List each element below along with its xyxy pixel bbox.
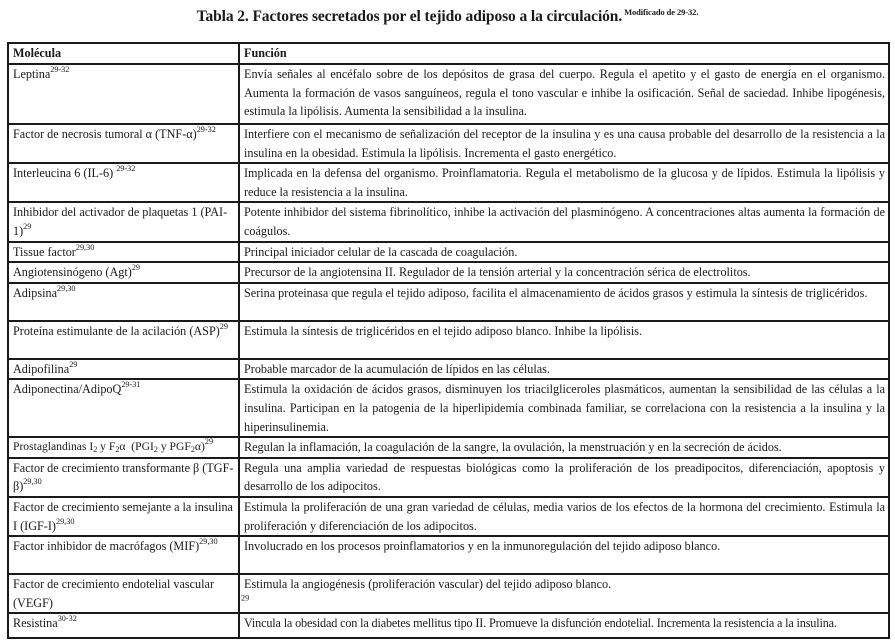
function-cell: Implicada en la defensa del organismo. Proinflamatoria. Regula el metabolismo de la glucosa y de lípidos. Estimula la lipólisis y reduce la resistencia a la insulina. <box>239 163 889 202</box>
function-cell: Interfiere con el mecanismo de señalización del receptor de la insulina y es una causa probable del desarrollo de la resistencia a la insulina en la obesidad. Estimula la lipólisis. Incrementa el gasto energético. <box>239 124 889 163</box>
molecule-cell <box>8 242 239 263</box>
function-cell: Serina proteinasa que regula el tejido adiposo, facilita el almacenamiento de ácidos grasos y estimula la síntesis de triglicéridos. <box>239 283 889 321</box>
molecule-name: Factor de crecimiento endotelial vascular (VEGF) <box>13 577 215 610</box>
reference: 29-32 <box>196 125 216 134</box>
molecule-cell <box>8 458 239 497</box>
molecule-name: Angiotensinógeno (Agt) <box>13 265 132 280</box>
molecule-name: Adiponectina/AdipoQ <box>13 382 122 397</box>
function-cell: Estimula la angiogénesis (proliferación vascular) del tejido adiposo blanco. <box>239 574 889 613</box>
table-row <box>8 379 889 437</box>
molecule-cell <box>8 283 239 321</box>
function-cell: Estimula la síntesis de triglicéridos en el tejido adiposo blanco. Inhibe la lipólisis. <box>239 321 889 359</box>
molecule-name: Inhibidor del activador de plaquetas 1 (PAI-1) <box>13 205 228 238</box>
function-cell: Regulan la inflamación, la coagulación de la sangre, la ovulación, la menstruación y en la secreción de ácidos. <box>239 437 889 458</box>
molecule-cell <box>8 574 250 613</box>
molecule-cell <box>8 437 239 458</box>
table-row <box>8 283 889 321</box>
table-header-row <box>8 43 889 64</box>
molecule-cell <box>8 613 239 638</box>
table-row <box>8 124 889 163</box>
reference: 29 <box>131 263 140 273</box>
table-row <box>8 613 889 638</box>
molecule-name: Interleucina 6 (IL-6) <box>13 166 117 181</box>
molecule-name: Tissue factor <box>13 244 76 259</box>
header-function: Función <box>239 43 889 64</box>
molecule-cell <box>8 124 239 163</box>
table-row <box>8 359 889 380</box>
molecule-name: Factor de necrosis tumoral α (TNF-α) <box>13 127 197 141</box>
molecule-cell <box>8 163 239 202</box>
molecule-name: Prostaglandinas $I_2$ y $F_2\alpha$ ($PGI_2$ y $PGF_2\alpha$) <box>13 440 205 455</box>
molecule-name: Resistina <box>13 616 58 631</box>
molecule-cell <box>8 64 239 124</box>
table-row <box>8 64 889 124</box>
table-row <box>8 536 889 574</box>
reference: 29,30 <box>57 283 76 293</box>
molecule-name: Factor inhibidor de macrófagos (MIF) <box>13 539 200 554</box>
molecule-cell <box>8 202 239 241</box>
reference: 29,30 <box>75 242 95 252</box>
reference: 30-32 <box>57 614 77 624</box>
reference: 29 <box>241 593 250 603</box>
reference: 29,30 <box>23 477 42 487</box>
molecule-cell <box>8 497 239 536</box>
function-cell: Precursor de la angiotensina II. Regulador de la tensión arterial y la concentración sérica de electrolitos. <box>239 262 889 283</box>
reference: 29-32 <box>50 65 70 74</box>
table-row <box>8 202 889 241</box>
molecule-cell <box>8 379 239 437</box>
molecule-name: Proteína estimulante de la acilación (ASP) <box>13 323 220 338</box>
reference: 29 <box>219 321 228 331</box>
function-cell: Estimula la proliferación de una gran variedad de células, media varios de los efectos de la hormona del crecimiento. Estimula la proliferación y diferenciación de los adipocitos. <box>239 497 889 536</box>
reference: 29,30 <box>199 537 218 547</box>
molecule-cell <box>8 262 239 283</box>
function-cell: Principal iniciador celular de la cascada de coagulación. <box>239 242 889 263</box>
reference: 29-31 <box>121 380 141 390</box>
function-cell: Involucrado en los procesos proinflamatorios y en la inmunoregulación del tejido adiposo blanco. <box>239 536 889 574</box>
table-row <box>8 321 889 359</box>
table-row <box>8 242 889 263</box>
table-row <box>8 437 889 458</box>
table-title-note: Modificado de 29-32. <box>624 7 699 17</box>
table-title-text: Tabla 2. Factores secretados por el tejido adiposo a la circulación. <box>196 8 623 25</box>
table-title <box>0 8 895 26</box>
function-cell: Regula una amplia variedad de respuestas biológicas como la proliferación de los preadipocitos, diferenciación, apoptosis y desarrollo de los adipocitos. <box>239 458 889 497</box>
molecule-cell <box>8 321 239 359</box>
molecule-name: Factor de crecimiento semejante a la insulina I (IGF-I) <box>13 499 233 533</box>
molecule-name: Adipsina <box>13 285 58 300</box>
reference: 29 <box>204 437 214 447</box>
function-cell: Estimula la oxidación de ácidos grasos, disminuyen los triacilgliceroles plasmáticos, aumentan la sensibilidad de las células a la insulina. Participan en la patogenia de la hiperlipidemia combinada familiar, se correlaciona con la resistencia a la insulina y la hiperinsulinemia. <box>239 379 889 437</box>
function-cell: Potente inhibidor del sistema fibrinolítico, inhibe la activación del plasminógeno. A concentraciones altas aumenta la formación de coágulos. <box>239 202 889 241</box>
reference: 29-32 <box>116 164 136 174</box>
molecule-name: Factor de crecimiento transformante β (TGF-β) <box>13 460 234 494</box>
molecule-name: Adipofilina <box>13 361 70 376</box>
table-row <box>8 497 889 536</box>
table-row <box>8 458 889 497</box>
header-molecule: Molécula <box>8 43 239 64</box>
table-row <box>8 262 889 283</box>
table-row <box>8 574 889 613</box>
molecule-name: Leptina <box>13 67 51 81</box>
molecule-cell <box>8 359 239 380</box>
function-cell: Probable marcador de la acumulación de lípidos en las células. <box>239 359 889 380</box>
reference: 29,30 <box>55 516 75 526</box>
reference: 29 <box>69 359 78 369</box>
function-cell: Envía señales al encéfalo sobre de los depósitos de grasa del cuerpo. Regula el apetito y el gasto de energía en el organismo. Aumenta la formación de vasos sanguíneos, regula el tono vascular e inhibe la osificación. Señal de saciedad. Inhibe lipogénesis, estimula la lipólisis. Aumenta la sensibilidad a la insulina. <box>239 64 889 124</box>
table-row <box>8 163 889 202</box>
function-cell: Vincula la obesidad con la diabetes mellitus tipo II. Promueve la disfunción endotelial. Incrementa la resistencia a la insulina. <box>239 613 889 638</box>
reference: 29 <box>23 221 32 231</box>
secreted-factors-table <box>7 42 890 639</box>
molecule-cell <box>8 536 239 574</box>
